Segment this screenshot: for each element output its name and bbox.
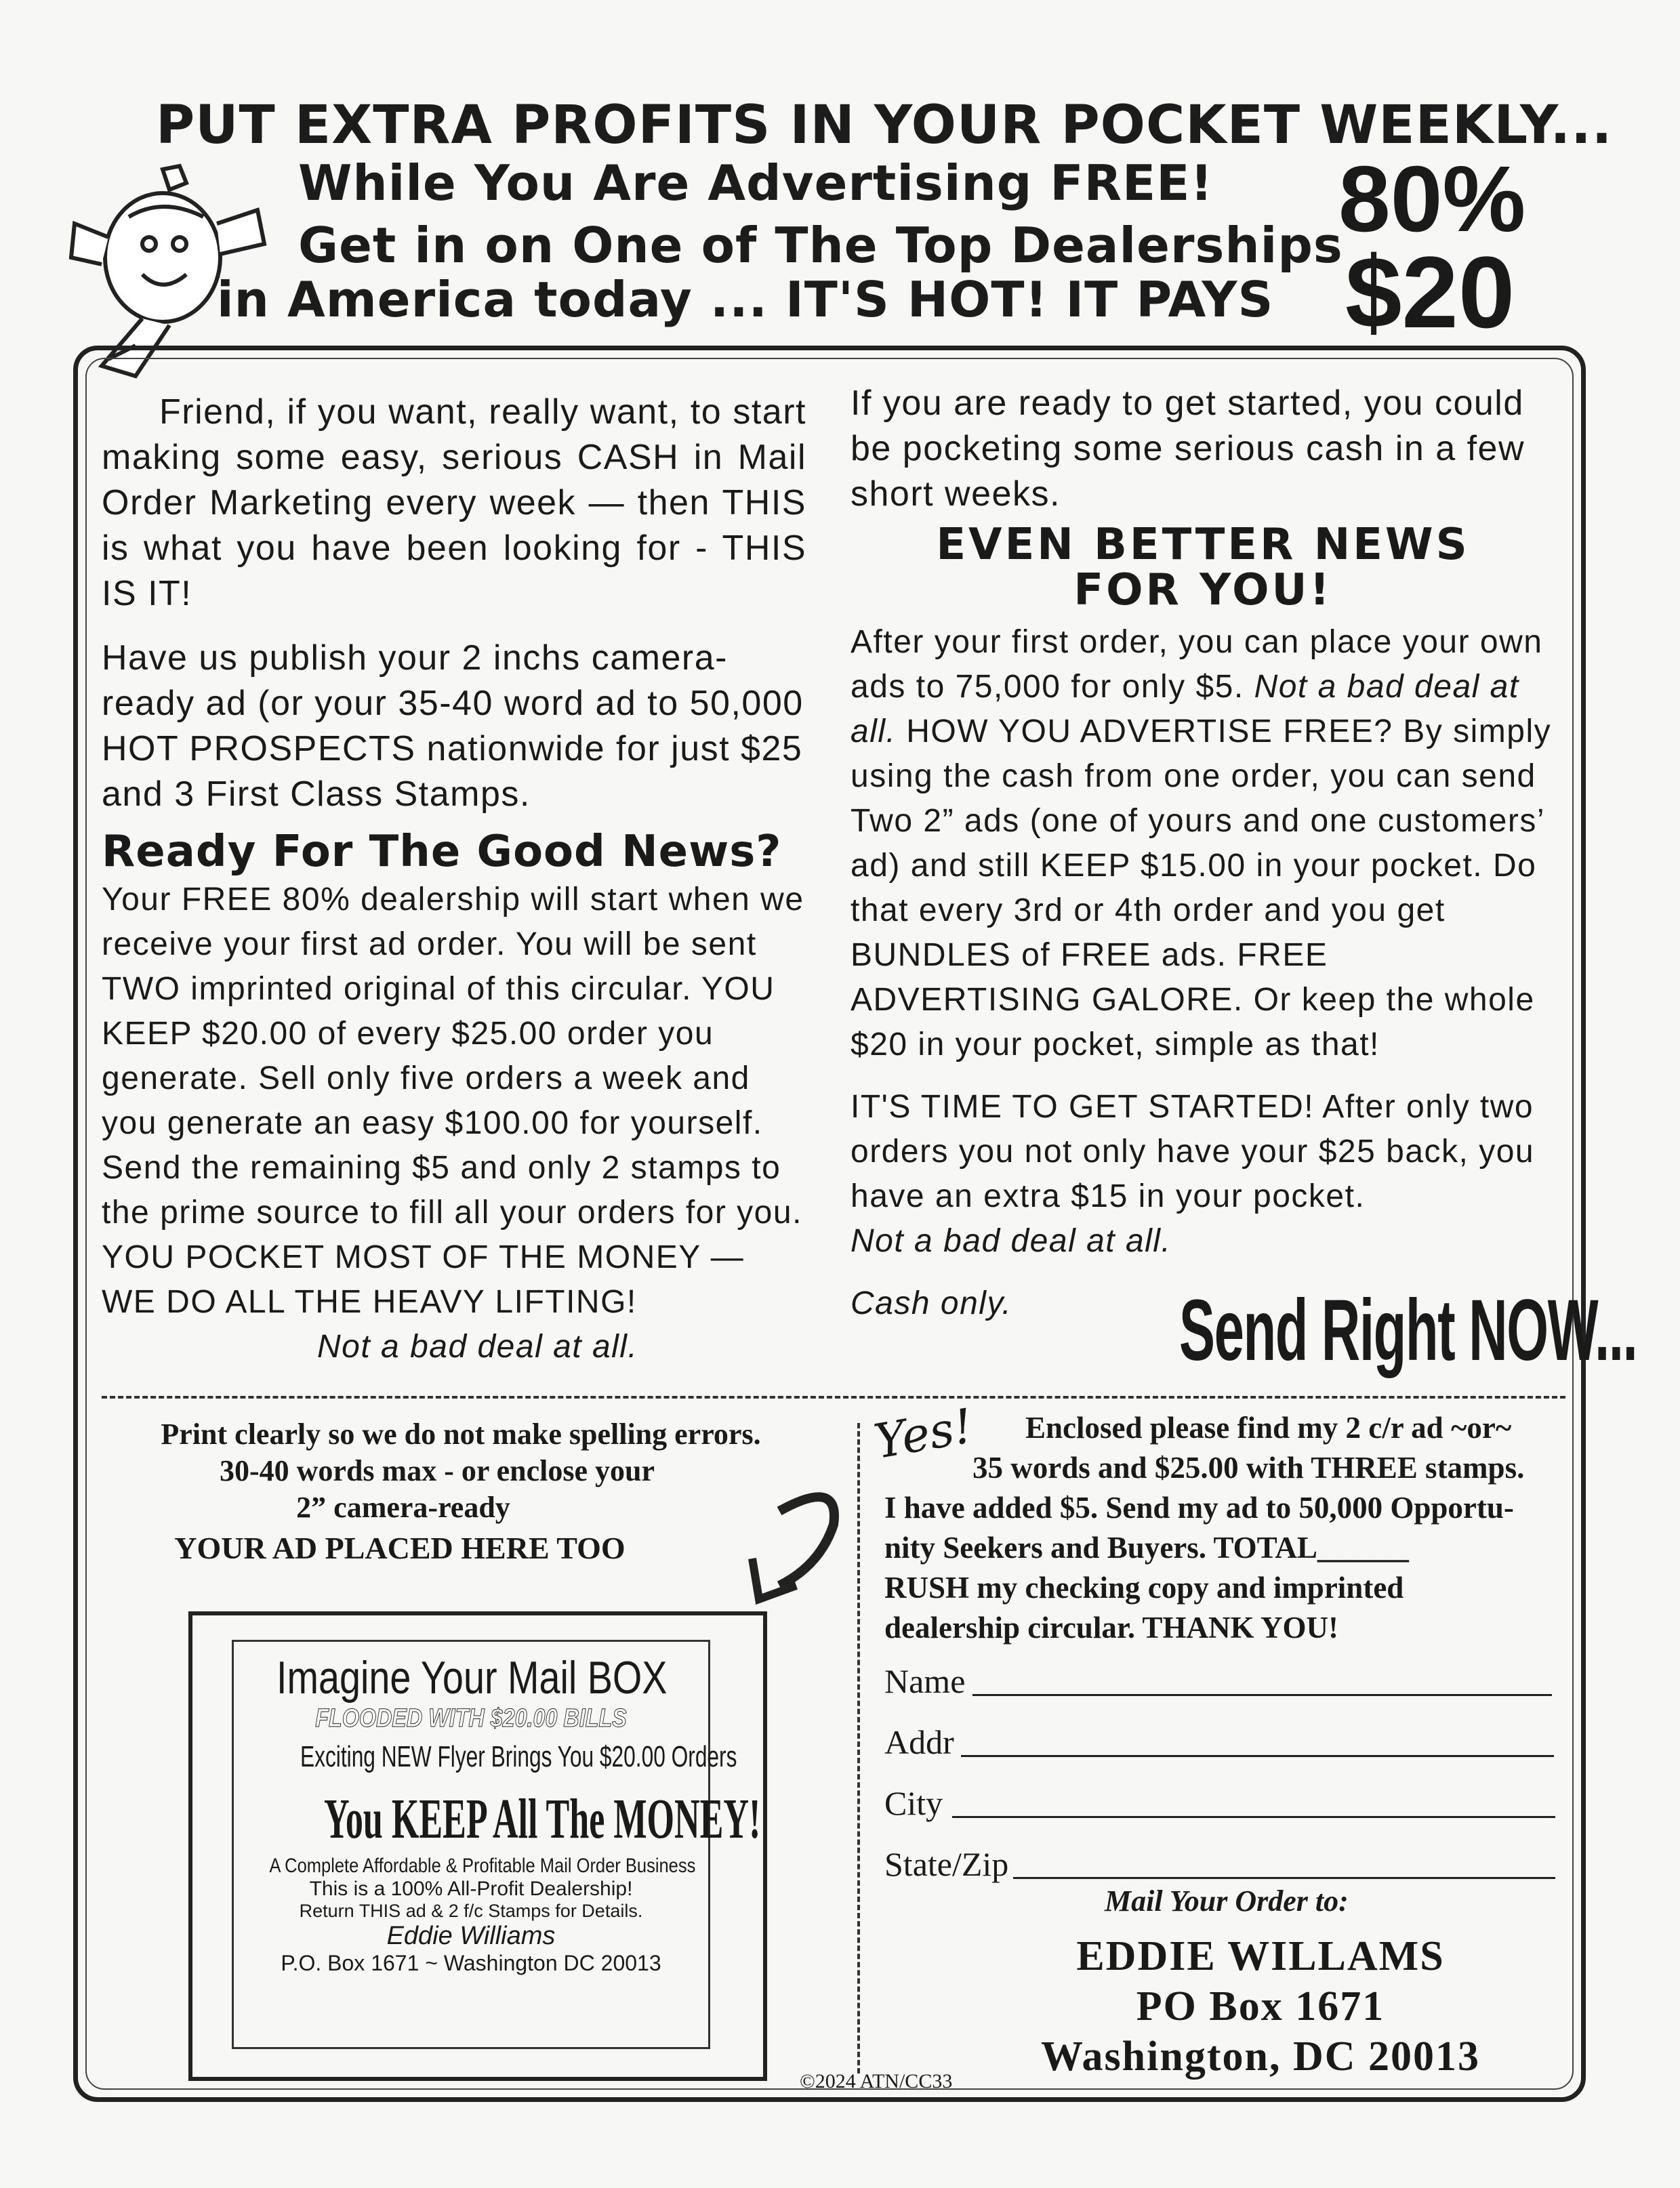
ad-exciting: Exciting NEW Flyer Brings You $20.00 Orders [300,1740,737,1773]
ad-return: Return THIS ad & 2 f/c Stamps for Details. [299,1901,643,1921]
price-badge: $20 [1345,235,1515,349]
name-field[interactable] [972,1694,1552,1696]
percent-badge: 80% [1338,147,1526,251]
better-news-heading-1: EVEN BETTER NEWS [936,520,1470,570]
intro-paragraph: Friend, if you want, really want, to start making some easy, serious CASH in Mail Order Marketing every week — then THIS is what you have been looking for - THIS IS IT! [102,392,806,613]
deal-tagline-inline: Not a bad deal at all. [851,669,1519,749]
yes-script: Yes! [869,1397,977,1470]
order-line-5: RUSH my checking copy and imprinted [884,1571,1404,1605]
advertise-free-text: HOW YOU ADVERTISE FREE? By simply using the cash from one order, you can send Two 2” ads (one of yours and one customers’ ad) and still KEEP $15.00 in your pocket. Do that every 3rd or 4th order and you get BUNDLES of FREE ads. FREE ADVERTISING GALORE. Or keep the whole $20 in your pocket, simple as that! [851,714,1552,1062]
deal-tagline: Not a bad deal at all. [317,1329,638,1365]
instruction-line-3: 2” camera-ready [296,1491,510,1524]
ad-flooded: FLOODED WITH $20.00 BILLS [315,1704,627,1733]
mail-to-label: Mail Your Order to: [1105,1884,1349,1918]
instruction-line-2: 30-40 words max - or enclose your [220,1454,655,1487]
ready-paragraph: If you are ready to get started, you could be pocketing some serious cash in a few short weeks. [851,384,1525,514]
cash-only-note: Cash only. [851,1285,1012,1321]
own-ads-text: After your first order, you can place your own ads to 75,000 for only $5. [851,624,1543,705]
order-line-4: nity Seekers and Buyers. TOTAL______ [884,1531,1409,1565]
ad-keep-money: You KEEP All The MONEY! [324,1788,761,1851]
better-news-paragraph [851,620,1555,1067]
good-news-heading: Ready For The Good News? [102,827,782,877]
right-column [851,381,1555,1326]
instruction-line-4: YOUR AD PLACED HERE TOO [174,1531,626,1565]
mailing-address [1017,1931,1504,2082]
ad-name: Eddie Williams [386,1922,556,1950]
order-line-6: dealership circular. THANK YOU! [884,1611,1339,1645]
subheadline-3: in America today ... IT'S HOT! IT PAYS [217,271,1274,328]
order-line-3: I have added $5. Send my ad to 50,000 Opportu- [884,1491,1514,1525]
get-started-paragraph: IT'S TIME TO GET STARTED! After only two orders you not only have your $25 back, you have an extra $15 in your pocket. [851,1089,1535,1214]
dealership-paragraph: Your FREE 80% dealership will start when we receive your first ad order. You will be sent TWO imprinted original of this circular. YOU KEEP $20.00 of every $25.00 order you generate. Sell only five orders a week and you generate an easy $100.00 for yourself. Send the remaining $5 and only 2 stamps to the prime source to fill all your orders for you. YOU POCKET MOST OF THE MONEY — WE DO ALL THE HEAVY LIFTING! [102,882,804,1320]
subheadline-1: While You Are Advertising FREE! [298,154,1214,211]
order-line-2: 35 words and $25.00 with THREE stamps. [972,1451,1525,1485]
addr-label: Addr [884,1723,954,1761]
city-label: City [884,1784,943,1822]
state-zip-label: State/Zip [884,1845,1009,1883]
headline: PUT EXTRA PROFITS IN YOUR POCKET WEEKLY... [156,95,1613,156]
ad-dealership: This is a 100% All-Profit Dealership! [309,1878,633,1900]
state-zip-field[interactable] [1013,1877,1555,1879]
cut-line-vertical [857,1423,860,2073]
better-news-heading-2: FOR YOU! [1073,565,1332,615]
address-city: Washington, DC 20013 [1040,2034,1481,2080]
order-text [884,1408,1582,1648]
address-field[interactable] [961,1755,1554,1757]
cut-line-horizontal [102,1396,1565,1399]
ad-title: Imagine Your Mail BOX [276,1652,668,1704]
copyright: ©2024 ATN/CC33 [800,2070,953,2092]
order-line-1: Enclosed please find my 2 c/r ad ~or~ [1025,1411,1512,1445]
instruction-line-1: Print clearly so we do not make spelling errors. [161,1418,761,1451]
city-field[interactable] [952,1816,1555,1818]
publish-paragraph: Have us publish your 2 inchs camera-ready ad (or your 35-40 word ad to 50,000 HOT PROSPECTS nationwide for just $25 and 3 First Class Stamps. [102,638,804,814]
deal-tagline-right: Not a bad deal at all. [851,1223,1172,1259]
ad-address: P.O. Box 1671 ~ Washington DC 20013 [281,1951,661,1975]
subheadline-2: Get in on One of The Top Dealerships [298,217,1343,274]
address-name: EDDIE WILLAMS [1076,1933,1445,1979]
name-label: Name [884,1662,966,1700]
left-column [102,390,806,1369]
send-now-callout: Send Right NOW... [1179,1282,1637,1379]
curved-arrow-icon [739,1484,847,1606]
ad-business: A Complete Affordable & Profitable Mail Order Business [269,1855,696,1877]
sample-ad [232,1640,761,2049]
address-box: PO Box 1671 [1136,1983,1385,2029]
coupon-instructions [102,1416,820,1567]
